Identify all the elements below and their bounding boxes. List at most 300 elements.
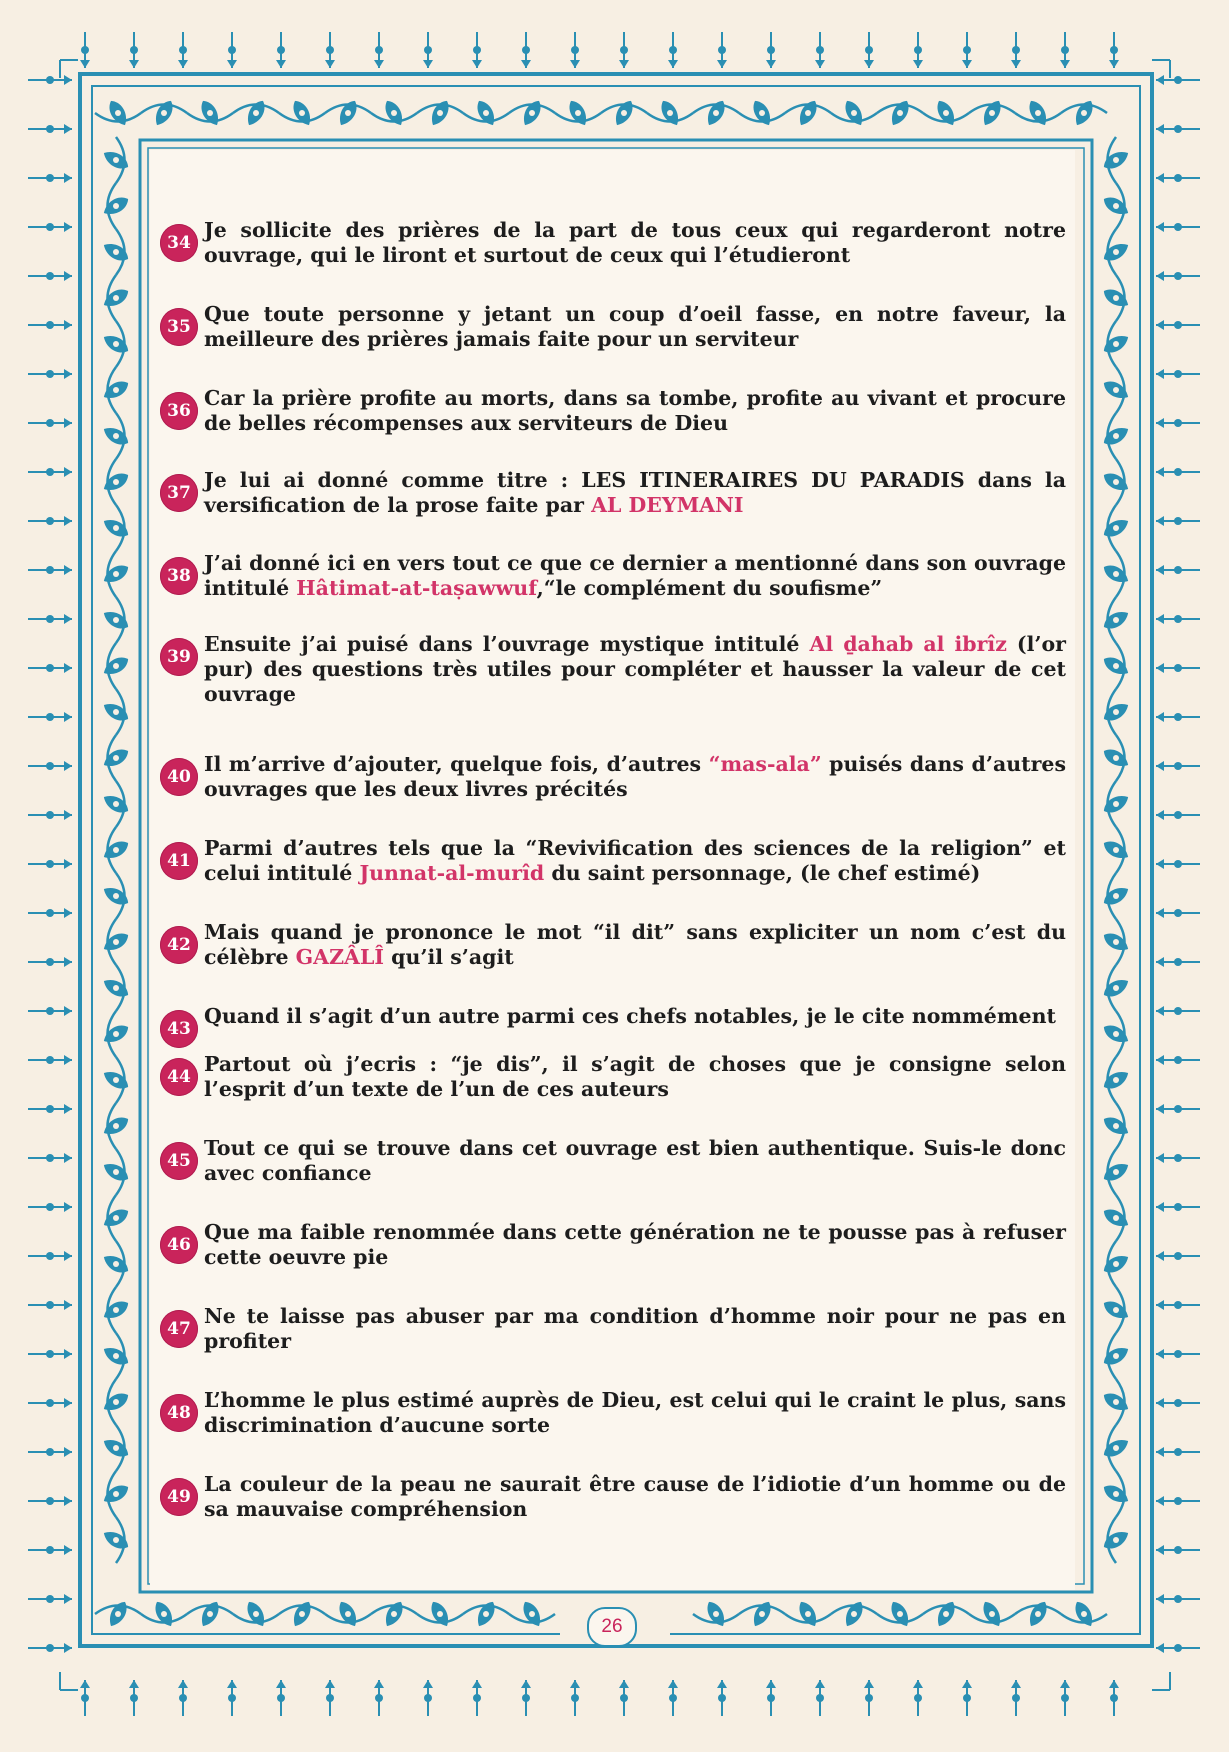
verse-text-segment: L’homme le plus estimé auprès de Dieu, est celui qui le craint le plus, sans discrimination d’aucune sorte [204, 1388, 1066, 1437]
leaf-dot-icon [529, 110, 535, 116]
leaf-dot-icon [943, 1611, 949, 1617]
tick-arrow-icon [64, 516, 72, 526]
leaf-dot-icon [1113, 1491, 1119, 1497]
tick-arrow-icon [64, 908, 72, 918]
leaf-dot-icon [1113, 387, 1119, 393]
tick-arrow-icon [913, 60, 923, 68]
tick-dot-icon [1174, 1350, 1182, 1358]
leaf-dot-icon [253, 1611, 259, 1617]
leaf-dot-icon [345, 1611, 351, 1617]
tick-dot-icon [46, 321, 54, 329]
tick-arrow-icon [178, 60, 188, 68]
verse-number-badge: 42 [160, 926, 198, 964]
leaf-dot-icon [161, 1611, 167, 1617]
tick-dot-icon [1174, 615, 1182, 623]
leaf-dot-icon [113, 1491, 119, 1497]
tick-dot-icon [81, 1694, 89, 1702]
verse-35 [160, 302, 1066, 352]
tick-dot-icon [1174, 762, 1182, 770]
leaf-dot-icon [113, 1537, 119, 1543]
leaf-dot-icon [1113, 1215, 1119, 1221]
tick-arrow-icon [64, 173, 72, 183]
verse-number-badge: 46 [160, 1226, 198, 1264]
leaf-dot-icon [299, 1611, 305, 1617]
tick-arrow-icon [1011, 1680, 1021, 1688]
leaf-dot-icon [1113, 433, 1119, 439]
verse-40 [160, 752, 1066, 802]
verse-text-segment: Je sollicite des prières de la part de tous ceux qui regarderont notre ouvrage, qui le liront et surtout de ceux qui l’étudieront [204, 218, 1066, 267]
tick-arrow-icon [1156, 369, 1164, 379]
tick-arrow-icon [815, 1680, 825, 1688]
verse-39 [160, 632, 1066, 707]
leaf-dot-icon [113, 525, 119, 531]
tick-dot-icon [1174, 1154, 1182, 1162]
leaf-dot-icon [1113, 249, 1119, 255]
tick-dot-icon [46, 76, 54, 84]
verse-46 [160, 1220, 1066, 1270]
tick-arrow-icon [1156, 859, 1164, 869]
highlighted-term: “mas-ala” [708, 752, 822, 776]
leaf-dot-icon [1113, 341, 1119, 347]
tick-dot-icon [46, 1644, 54, 1652]
tick-dot-icon [46, 223, 54, 231]
tick-arrow-icon [423, 60, 433, 68]
tick-arrow-icon [64, 320, 72, 330]
tick-dot-icon [1110, 46, 1118, 54]
tick-dot-icon [718, 46, 726, 54]
verse-text [204, 1388, 1066, 1438]
leaf-dot-icon [1113, 295, 1119, 301]
tick-dot-icon [46, 1252, 54, 1260]
leaf-dot-icon [1113, 525, 1119, 531]
page-number: 26 [587, 1607, 637, 1647]
tick-arrow-icon [227, 1680, 237, 1688]
tick-dot-icon [1174, 664, 1182, 672]
leaf-dot-icon [1035, 1611, 1041, 1617]
tick-dot-icon [1174, 321, 1182, 329]
tick-dot-icon [767, 46, 775, 54]
tick-arrow-icon [766, 60, 776, 68]
tick-dot-icon [669, 1694, 677, 1702]
tick-arrow-icon [1156, 761, 1164, 771]
tick-arrow-icon [668, 1680, 678, 1688]
highlighted-term: Hâtimat-at-taṣawwuf [296, 576, 537, 600]
verse-text [204, 302, 1066, 352]
verse-41 [160, 836, 1066, 886]
leaf-dot-icon [113, 571, 119, 577]
tick-dot-icon [1174, 860, 1182, 868]
verse-text-segment: qu’il s’agit [383, 945, 514, 969]
leaf-dot-icon [113, 847, 119, 853]
tick-dot-icon [46, 615, 54, 623]
tick-dot-icon [963, 1694, 971, 1702]
tick-arrow-icon [1011, 60, 1021, 68]
tick-arrow-icon [472, 1680, 482, 1688]
tick-arrow-icon [64, 1447, 72, 1457]
tick-dot-icon [1174, 272, 1182, 280]
tick-dot-icon [46, 1546, 54, 1554]
leaf-dot-icon [1113, 1307, 1119, 1313]
tick-arrow-icon [64, 810, 72, 820]
tick-arrow-icon [1156, 614, 1164, 624]
tick-dot-icon [1012, 1694, 1020, 1702]
tick-arrow-icon [1156, 712, 1164, 722]
tick-dot-icon [718, 1694, 726, 1702]
tick-arrow-icon [64, 761, 72, 771]
verse-text [204, 1304, 1066, 1354]
verse-text-segment: Ne te laisse pas abuser par ma condition d’homme noir pour ne pas en profiter [204, 1304, 1066, 1353]
tick-dot-icon [46, 664, 54, 672]
tick-arrow-icon [1156, 320, 1164, 330]
verse-text-segment: Partout où j’ecris : “je dis”, il s’agit de choses que je consigne selon l’esprit d’un texte de l’un de ces auteurs [204, 1052, 1066, 1101]
tick-dot-icon [669, 46, 677, 54]
tick-arrow-icon [1156, 1153, 1164, 1163]
verse-text-segment: Car la prière profite au morts, dans sa tombe, profite au vivant et procure de belles récompenses aux serviteurs de Dieu [204, 386, 1066, 435]
tick-dot-icon [1174, 1007, 1182, 1015]
leaf-dot-icon [391, 110, 397, 116]
tick-dot-icon [1174, 1448, 1182, 1456]
tick-dot-icon [1174, 811, 1182, 819]
tick-dot-icon [767, 1694, 775, 1702]
tick-arrow-icon [1156, 173, 1164, 183]
tick-dot-icon [46, 1301, 54, 1309]
tick-dot-icon [46, 566, 54, 574]
verse-48 [160, 1388, 1066, 1438]
leaf-dot-icon [437, 1611, 443, 1617]
tick-dot-icon [571, 46, 579, 54]
tick-dot-icon [277, 46, 285, 54]
tick-dot-icon [1012, 46, 1020, 54]
tick-dot-icon [46, 958, 54, 966]
leaf-dot-icon [115, 110, 121, 116]
verse-number-badge: 45 [160, 1142, 198, 1180]
leaf-dot-icon [113, 341, 119, 347]
verse-text-segment: Ensuite j’ai puisé dans l’ouvrage mystique intitulé [204, 632, 810, 656]
tick-arrow-icon [64, 124, 72, 134]
leaf-dot-icon [1113, 479, 1119, 485]
tick-arrow-icon [64, 1496, 72, 1506]
tick-dot-icon [1174, 76, 1182, 84]
verse-number-badge: 47 [160, 1310, 198, 1348]
verse-45 [160, 1136, 1066, 1186]
tick-dot-icon [963, 46, 971, 54]
tick-dot-icon [424, 1694, 432, 1702]
verse-number-badge: 35 [160, 308, 198, 346]
tick-arrow-icon [1156, 663, 1164, 673]
leaf-dot-icon [113, 157, 119, 163]
tick-arrow-icon [64, 467, 72, 477]
tick-dot-icon [46, 1154, 54, 1162]
tick-arrow-icon [1156, 565, 1164, 575]
tick-arrow-icon [64, 1006, 72, 1016]
tick-dot-icon [816, 46, 824, 54]
leaf-dot-icon [713, 110, 719, 116]
verse-text-segment: J’ai donné ici en vers tout ce que ce dernier a mentionné dans son ouvrage intitulé [204, 551, 1066, 600]
tick-dot-icon [620, 1694, 628, 1702]
leaf-dot-icon [805, 110, 811, 116]
tick-arrow-icon [374, 60, 384, 68]
leaf-dot-icon [113, 617, 119, 623]
highlighted-term: Junnat-al-murîd [359, 861, 545, 885]
verse-text-segment: (l’or pur) des questions très utiles pour compléter et hausser la valeur de cet ouvrage [204, 632, 1066, 706]
leaf-dot-icon [113, 1399, 119, 1405]
leaf-dot-icon [113, 1123, 119, 1129]
leaf-dot-icon [1113, 755, 1119, 761]
leaf-dot-icon [943, 110, 949, 116]
tick-dot-icon [46, 1448, 54, 1456]
tick-arrow-icon [64, 663, 72, 673]
leaf-dot-icon [113, 1307, 119, 1313]
verse-text [204, 1004, 1066, 1029]
tick-dot-icon [1174, 958, 1182, 966]
leaf-dot-icon [1113, 663, 1119, 669]
verse-text-segment: du saint personnage, (le chef estimé) [544, 861, 981, 885]
leaf-dot-icon [113, 709, 119, 715]
tick-arrow-icon [913, 1680, 923, 1688]
leaf-dot-icon [1113, 985, 1119, 991]
verse-text [204, 468, 1066, 518]
tick-dot-icon [46, 909, 54, 917]
tick-arrow-icon [64, 565, 72, 575]
verse-number-badge: 34 [160, 224, 198, 262]
tick-dot-icon [1174, 223, 1182, 231]
tick-dot-icon [1174, 1399, 1182, 1407]
leaf-dot-icon [1113, 1353, 1119, 1359]
tick-arrow-icon [1156, 1594, 1164, 1604]
tick-dot-icon [46, 811, 54, 819]
tick-dot-icon [1061, 46, 1069, 54]
leaf-dot-icon [207, 110, 213, 116]
tick-arrow-icon [1156, 418, 1164, 428]
leaf-dot-icon [1081, 1611, 1087, 1617]
verse-number-badge: 48 [160, 1394, 198, 1432]
tick-arrow-icon [1156, 1202, 1164, 1212]
verse-text-segment: Mais quand je prononce le mot “il dit” sans expliciter un nom c’est du célèbre [204, 920, 1066, 969]
verse-text-segment: Il m’arrive d’ajouter, quelque fois, d’autres [204, 752, 709, 776]
tick-arrow-icon [64, 1594, 72, 1604]
leaf-dot-icon [1113, 1261, 1119, 1267]
tick-arrow-icon [227, 60, 237, 68]
leaf-dot-icon [483, 110, 489, 116]
leaf-dot-icon [207, 1611, 213, 1617]
verse-text [204, 632, 1066, 707]
leaf-dot-icon [113, 1445, 119, 1451]
leaf-dot-icon [1113, 157, 1119, 163]
tick-arrow-icon [815, 60, 825, 68]
tick-arrow-icon [1156, 271, 1164, 281]
tick-arrow-icon [1109, 1680, 1119, 1688]
leaf-dot-icon [1113, 1537, 1119, 1543]
verse-text-segment: La couleur de la peau ne saurait être cause de l’idiotie d’un homme ou de sa mauvaise compréhension [204, 1472, 1066, 1521]
tick-arrow-icon [1156, 1398, 1164, 1408]
leaf-dot-icon [1113, 1031, 1119, 1037]
tick-dot-icon [1110, 1694, 1118, 1702]
tick-dot-icon [571, 1694, 579, 1702]
tick-dot-icon [1174, 1301, 1182, 1309]
leaf-dot-icon [851, 110, 857, 116]
verse-number-badge: 37 [160, 474, 198, 512]
tick-arrow-icon [570, 60, 580, 68]
tick-arrow-icon [325, 1680, 335, 1688]
tick-arrow-icon [64, 1104, 72, 1114]
leaf-dot-icon [113, 893, 119, 899]
verse-text-segment: Que ma faible renommée dans cette génération ne te pousse pas à refuser cette oeuvre pie [204, 1220, 1066, 1269]
tick-arrow-icon [570, 1680, 580, 1688]
leaf-dot-icon [1113, 847, 1119, 853]
highlighted-term: Al ḏahab al ibrîz [809, 632, 1007, 656]
tick-dot-icon [46, 1350, 54, 1358]
tick-arrow-icon [64, 1153, 72, 1163]
leaf-dot-icon [897, 1611, 903, 1617]
tick-dot-icon [473, 46, 481, 54]
tick-arrow-icon [64, 859, 72, 869]
tick-arrow-icon [64, 1251, 72, 1261]
tick-dot-icon [1174, 1497, 1182, 1505]
verse-text-segment: puisés dans d’autres ouvrages que les deux livres précités [204, 752, 1066, 801]
tick-arrow-icon [1060, 60, 1070, 68]
tick-dot-icon [1174, 419, 1182, 427]
tick-dot-icon [1174, 1595, 1182, 1603]
tick-dot-icon [46, 762, 54, 770]
tick-dot-icon [277, 1694, 285, 1702]
tick-arrow-icon [864, 60, 874, 68]
tick-arrow-icon [1156, 1055, 1164, 1065]
leaf-dot-icon [113, 1077, 119, 1083]
leaf-dot-icon [299, 110, 305, 116]
tick-dot-icon [46, 370, 54, 378]
verse-text [204, 836, 1066, 886]
tick-arrow-icon [1060, 1680, 1070, 1688]
leaf-dot-icon [113, 295, 119, 301]
leaf-dot-icon [805, 1611, 811, 1617]
tick-dot-icon [46, 1007, 54, 1015]
verse-number-badge: 43 [160, 1010, 198, 1048]
tick-dot-icon [1174, 713, 1182, 721]
leaf-dot-icon [1113, 203, 1119, 209]
verse-text [204, 218, 1066, 268]
leaf-dot-icon [1113, 939, 1119, 945]
tick-dot-icon [1174, 909, 1182, 917]
tick-dot-icon [1174, 1252, 1182, 1260]
leaf-dot-icon [345, 110, 351, 116]
verse-text [204, 920, 1066, 970]
tick-dot-icon [1174, 1203, 1182, 1211]
tick-arrow-icon [1156, 810, 1164, 820]
verse-42 [160, 920, 1066, 970]
tick-arrow-icon [64, 222, 72, 232]
tick-arrow-icon [717, 60, 727, 68]
tick-arrow-icon [1156, 467, 1164, 477]
leaf-dot-icon [113, 249, 119, 255]
leaf-dot-icon [1113, 709, 1119, 715]
leaf-dot-icon [1035, 110, 1041, 116]
leaf-dot-icon [113, 755, 119, 761]
verse-text [204, 1052, 1066, 1102]
leaf-dot-icon [113, 985, 119, 991]
tick-arrow-icon [1156, 222, 1164, 232]
verse-text [204, 1136, 1066, 1186]
leaf-dot-icon [1113, 571, 1119, 577]
tick-arrow-icon [64, 1202, 72, 1212]
tick-arrow-icon [276, 60, 286, 68]
leaf-dot-icon [113, 1261, 119, 1267]
tick-dot-icon [46, 272, 54, 280]
leaf-dot-icon [113, 387, 119, 393]
leaf-dot-icon [1113, 617, 1119, 623]
tick-dot-icon [46, 125, 54, 133]
leaf-dot-icon [113, 939, 119, 945]
verse-text [204, 1472, 1066, 1522]
verse-36 [160, 386, 1066, 436]
tick-arrow-icon [1156, 1300, 1164, 1310]
tick-arrow-icon [619, 60, 629, 68]
leaf-dot-icon [113, 1215, 119, 1221]
tick-arrow-icon [423, 1680, 433, 1688]
tick-arrow-icon [1156, 1104, 1164, 1114]
tick-dot-icon [424, 46, 432, 54]
corner-ornament-icon [1152, 1672, 1170, 1690]
tick-dot-icon [228, 46, 236, 54]
leaf-dot-icon [621, 110, 627, 116]
leaf-dot-icon [1113, 1399, 1119, 1405]
tick-arrow-icon [1156, 516, 1164, 526]
leaf-dot-icon [161, 110, 167, 116]
leaf-dot-icon [1113, 893, 1119, 899]
tick-dot-icon [46, 1203, 54, 1211]
tick-dot-icon [46, 1056, 54, 1064]
tick-dot-icon [865, 46, 873, 54]
corner-ornament-icon [60, 1672, 78, 1690]
leaf-dot-icon [113, 433, 119, 439]
leaf-dot-icon [113, 1169, 119, 1175]
tick-dot-icon [81, 46, 89, 54]
tick-dot-icon [1174, 517, 1182, 525]
verse-37 [160, 468, 1066, 518]
tick-arrow-icon [1156, 1496, 1164, 1506]
verse-text [204, 752, 1066, 802]
leaf-dot-icon [1113, 801, 1119, 807]
tick-dot-icon [130, 46, 138, 54]
tick-arrow-icon [1109, 60, 1119, 68]
tick-dot-icon [1174, 1056, 1182, 1064]
highlighted-term: AL DEYMANI [591, 493, 744, 517]
leaf-dot-icon [253, 110, 259, 116]
tick-dot-icon [1174, 468, 1182, 476]
leaf-dot-icon [1113, 1445, 1119, 1451]
verse-text [204, 1220, 1066, 1270]
leaf-dot-icon [851, 1611, 857, 1617]
verse-text-segment: Parmi d’autres tels que la “Revivification des sciences de la religion” et celui intitulé [204, 836, 1066, 885]
leaf-dot-icon [113, 1031, 119, 1037]
tick-arrow-icon [80, 60, 90, 68]
leaf-dot-icon [989, 110, 995, 116]
tick-dot-icon [375, 1694, 383, 1702]
tick-dot-icon [1174, 1644, 1182, 1652]
tick-arrow-icon [325, 60, 335, 68]
verse-47 [160, 1304, 1066, 1354]
verse-text-segment: Que toute personne y jetant un coup d’oeil fasse, en notre faveur, la meilleure des prières jamais faite pour un serviteur [204, 302, 1066, 351]
leaf-dot-icon [759, 1611, 765, 1617]
tick-arrow-icon [64, 1349, 72, 1359]
tick-dot-icon [228, 1694, 236, 1702]
tick-dot-icon [46, 1399, 54, 1407]
verse-number-badge: 40 [160, 758, 198, 796]
verse-text-segment: ,“le complément du soufisme” [536, 576, 883, 600]
leaf-dot-icon [113, 479, 119, 485]
leaf-dot-icon [115, 1611, 121, 1617]
leaf-dot-icon [113, 203, 119, 209]
highlighted-term: GAZÂLÎ [295, 945, 384, 969]
